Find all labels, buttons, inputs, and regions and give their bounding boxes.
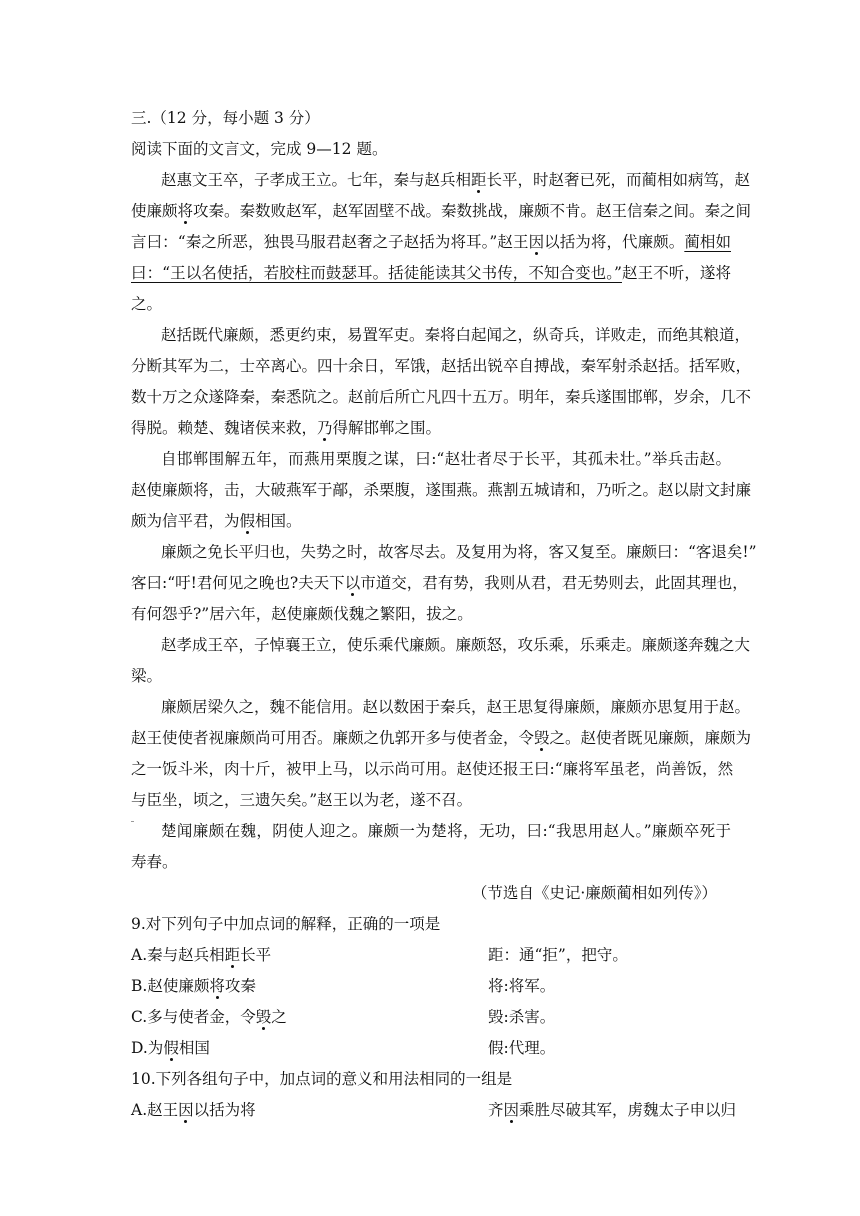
underlined-sentence: 蔺相如: [684, 233, 731, 251]
passage-p5-line1: 赵孝成王卒，子悼襄王立，使乐乘代廉颇。廉颇怒，攻乐乘，乐乘走。廉颇遂奔魏之大: [161, 636, 751, 654]
passage-p3-line1: 自邯郸围解五年，而燕用栗腹之谋，曰:“赵壮者尽于长平，其孤未壮。”举兵击赵。: [161, 450, 731, 468]
emphasis-dot-yi: 以: [344, 574, 361, 592]
passage-p3-line2: 赵使廉颇将，击，大破燕军于鄗，杀栗腹，遂围燕。燕割五城请和，乃听之。赵以尉文封廉: [131, 481, 752, 499]
emphasis-dot-ju: 距: [471, 171, 487, 189]
passage-p4-line1: 廉颇之免长平归也，失势之时，故客尽去。及复用为将，客又复至。廉颇曰：“客退矣!”: [161, 543, 757, 561]
passage-p1-line3: 言曰：“秦之所恶，独畏马服君赵奢之子赵括为将耳。”赵王因以括为将，代廉颇。蔺相如: [131, 233, 731, 251]
option-comparison: 齐因乘胜尽破其军，虏魏太子申以归: [488, 1101, 737, 1119]
passage-p6-line1: 廉颇居梁久之，魏不能信用。赵以数困于秦兵，赵王思复得廉颇，廉颇亦思复用于赵。: [161, 698, 751, 716]
emphasis-dot-nai: 乃: [317, 419, 333, 437]
passage-p2-line3: 数十万之众遂降秦，秦悉阬之。赵前后所亡凡四十五万。明年，秦兵遂围邯郸，岁余，几不: [131, 388, 752, 406]
passage-p7-line1: 楚闻廉颇在魏，阴使人迎之。廉颇一为楚将，无功，曰:“我思用赵人。”廉颇卒死于: [161, 822, 731, 840]
emphasis-dot-hui: 毁: [534, 729, 550, 747]
passage-p6-line2: 赵王使使者视廉颇尚可用否。廉颇之仇郭开多与使者金，令毁之。赵使者既见廉颇，廉颇为: [131, 729, 752, 747]
question-10-option-a: A.赵王因以括为将 齐因乘胜尽破其军，虏魏太子申以归: [131, 1101, 737, 1119]
passage-p3-line3: 颇为信平君，为假相国。: [131, 512, 302, 530]
passage-p5-line2: 梁。: [131, 667, 163, 685]
instructions: 阅读下面的文言文，完成 9—12 题。: [131, 140, 388, 158]
question-9-option-b: B.赵使廉颇将攻秦 将:将军。: [131, 977, 556, 995]
option-explanation: 假:代理。: [488, 1039, 556, 1057]
passage-p1-line4: 曰：“王以名使括，若胶柱而鼓瑟耳。括徒能读其父书传，不知合变也。”赵王不听，遂将: [131, 264, 731, 282]
passage-p1-line5: 之。: [131, 295, 163, 313]
underlined-sentence: 曰：“王以名使括，若胶柱而鼓瑟耳。括徒能读其父书传，不知合变也。”: [131, 264, 622, 282]
passage-p1-line1: 赵惠文王卒，子孝成王立。七年，秦与赵兵相距长平，时赵奢已死，而蔺相如病笃，赵: [161, 171, 751, 189]
question-9-option-d: D.为假相国 假:代理。: [131, 1039, 556, 1057]
section-header: 三.（12 分，每小题 3 分）: [131, 109, 320, 127]
emphasis-dot-yin: 因: [528, 233, 545, 251]
source-citation: （节选自《史记·廉颇蔺相如列传》）: [471, 884, 717, 902]
question-9-stem: 9.对下列句子中加点词的解释，正确的一项是: [131, 915, 441, 933]
passage-p4-line2: 客曰:“吁!君何见之晚也?夫天下以市道交，君有势，我则从君，君无势则去，此固其理也，: [131, 574, 748, 592]
emphasis-dot-jiang: 将: [177, 202, 194, 220]
passage-p7-line2: 寿春。: [131, 853, 178, 871]
passage-p6-line4: 与臣坐，顷之，三遗矢矣。”赵王以为老，遂不召。: [131, 791, 473, 809]
passage-p2-line1: 赵括既代廉颇，悉更约束，易置军吏。秦将白起闻之，纵奇兵，详败走，而绝其粮道，: [161, 326, 751, 344]
passage-p1-line2: 使廉颇将攻秦。秦数败赵军，赵军固壁不战。秦数挑战，廉颇不肯。赵王信秦之间。秦之间: [131, 202, 752, 220]
question-9-option-c: C.多与使者金，令毁之 毁:杀害。: [131, 1008, 556, 1026]
passage-p2-line4: 得脱。赖楚、魏诸侯来救，乃得解邯郸之围。: [131, 419, 442, 437]
option-explanation: 将:将军。: [488, 977, 556, 995]
question-10-stem: 10.下列各组句子中，加点词的意义和用法相同的一组是: [131, 1070, 513, 1088]
question-9-option-a: A.秦与赵兵相距长平 距：通“拒”，把守。: [131, 946, 628, 964]
option-explanation: 距：通“拒”，把守。: [488, 946, 628, 964]
passage-p6-line3: 之一饭斗米，肉十斤，被甲上马，以示尚可用。赵使还报王曰:“廉将军虽老，尚善饭，然: [131, 760, 734, 778]
stray-mark: [131, 821, 134, 822]
passage-p4-line3: 有何怨乎?”居六年，赵使廉颇伐魏之繁阳，拔之。: [131, 605, 473, 623]
passage-p2-line2: 分断其军为二，士卒离心。四十余日，军饿，赵括出锐卒自搏战，秦军射杀赵括。括军败，: [131, 357, 752, 375]
option-explanation: 毁:杀害。: [488, 1008, 556, 1026]
emphasis-dot-jia: 假: [239, 512, 256, 530]
